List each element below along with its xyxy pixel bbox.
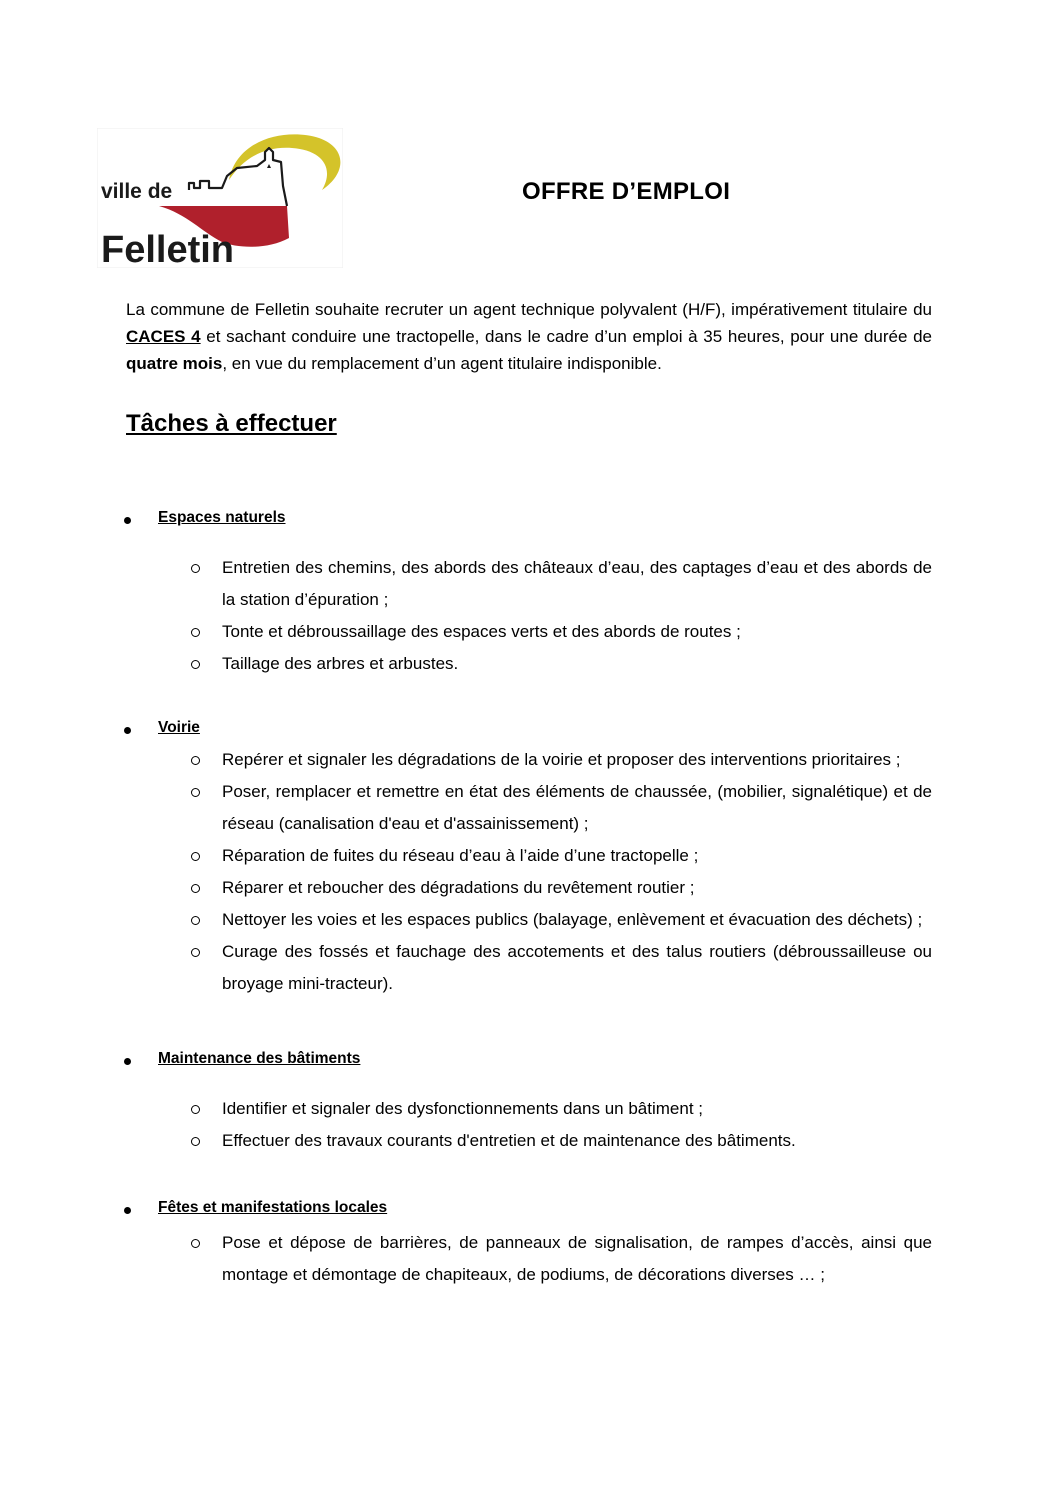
- list-item: [188, 1093, 932, 1125]
- bullet-icon: [124, 727, 131, 734]
- list-item-text: Entretien des chemins, des abords des châteaux d’eau, des captages d’eau et des abords de la station d’épuration ;: [222, 558, 932, 609]
- circle-bullet-icon: [191, 756, 200, 765]
- contract-duration: quatre mois: [126, 354, 223, 373]
- list-item-text: Curage des fossés et fauchage des accotements et des talus routiers (débroussailleuse ou broyage mini-tracteur).: [222, 942, 932, 993]
- section-list-maintenance: [188, 1093, 932, 1157]
- section-title-maintenance: Maintenance des bâtiments: [158, 1050, 361, 1067]
- list-item-text: Taillage des arbres et arbustes.: [222, 654, 459, 673]
- list-item: [188, 648, 932, 680]
- circle-bullet-icon: [191, 1137, 200, 1146]
- list-item-text: Pose et dépose de barrières, de panneaux de signalisation, de rampes d’accès, ainsi que montage et démontage de chapiteaux, de podiums, de décorations diverses … ;: [222, 1233, 932, 1284]
- intro-part3: , en vue du remplacement d’un agent titulaire indisponible.: [222, 354, 662, 373]
- circle-bullet-icon: [191, 564, 200, 573]
- intro-part1: La commune de Felletin souhaite recruter un agent technique polyvalent (H/F), impérativement titulaire du: [126, 300, 932, 319]
- section-list-voirie: [188, 744, 932, 1000]
- circle-bullet-icon: [191, 948, 200, 957]
- felletin-logo: [97, 128, 343, 268]
- list-item-text: Identifier et signaler des dysfonctionnements dans un bâtiment ;: [222, 1099, 704, 1118]
- caces-requirement: CACES 4: [126, 327, 201, 346]
- intro-paragraph: [126, 296, 932, 377]
- section-title-fetes: Fêtes et manifestations locales: [158, 1199, 388, 1216]
- section-title-espaces-naturels: Espaces naturels: [158, 509, 286, 526]
- section-list-fetes: [188, 1227, 932, 1291]
- list-item: [188, 840, 932, 872]
- page-title: OFFRE D’EMPLOI: [522, 178, 731, 205]
- bullet-icon: [124, 1058, 131, 1065]
- circle-bullet-icon: [191, 884, 200, 893]
- circle-bullet-icon: [191, 628, 200, 637]
- list-item: [188, 616, 932, 648]
- logo-text-felletin: Felletin: [101, 229, 235, 268]
- section-title-voirie: Voirie: [158, 719, 200, 736]
- circle-bullet-icon: [191, 660, 200, 669]
- list-item-text: Réparer et reboucher des dégradations du revêtement routier ;: [222, 878, 695, 897]
- circle-bullet-icon: [191, 1105, 200, 1114]
- logo-text-ville-de: ville de: [101, 180, 173, 203]
- circle-bullet-icon: [191, 916, 200, 925]
- circle-bullet-icon: [191, 852, 200, 861]
- list-item-text: Nettoyer les voies et les espaces publics (balayage, enlèvement et évacuation des déchets) ;: [222, 910, 923, 929]
- list-item-text: Repérer et signaler les dégradations de la voirie et proposer des interventions prioritaires ;: [222, 750, 901, 769]
- intro-part2: et sachant conduire une tractopelle, dans le cadre d’un emploi à 35 heures, pour une durée de: [200, 327, 932, 346]
- list-item-text: Réparation de fuites du réseau d’eau à l’aide d’une tractopelle ;: [222, 846, 699, 865]
- list-item: [188, 776, 932, 840]
- list-item: [188, 552, 932, 616]
- circle-bullet-icon: [191, 1239, 200, 1248]
- list-item-text: Tonte et débroussaillage des espaces verts et des abords de routes ;: [222, 622, 741, 641]
- list-item: [188, 936, 932, 1000]
- bullet-icon: [124, 1207, 131, 1214]
- list-item-text: Effectuer des travaux courants d'entretien et de maintenance des bâtiments.: [222, 1131, 796, 1150]
- circle-bullet-icon: [191, 788, 200, 797]
- tasks-heading: Tâches à effectuer: [126, 410, 337, 437]
- list-item: [188, 872, 932, 904]
- list-item: [188, 1227, 932, 1291]
- list-item-text: Poser, remplacer et remettre en état des éléments de chaussée, (mobilier, signalétique) et de réseau (canalisation d'eau et d'assainissement) ;: [222, 782, 932, 833]
- list-item: [188, 904, 932, 936]
- list-item: [188, 1125, 932, 1157]
- bullet-icon: [124, 517, 131, 524]
- section-list-espaces-naturels: [188, 552, 932, 680]
- list-item: [188, 744, 932, 776]
